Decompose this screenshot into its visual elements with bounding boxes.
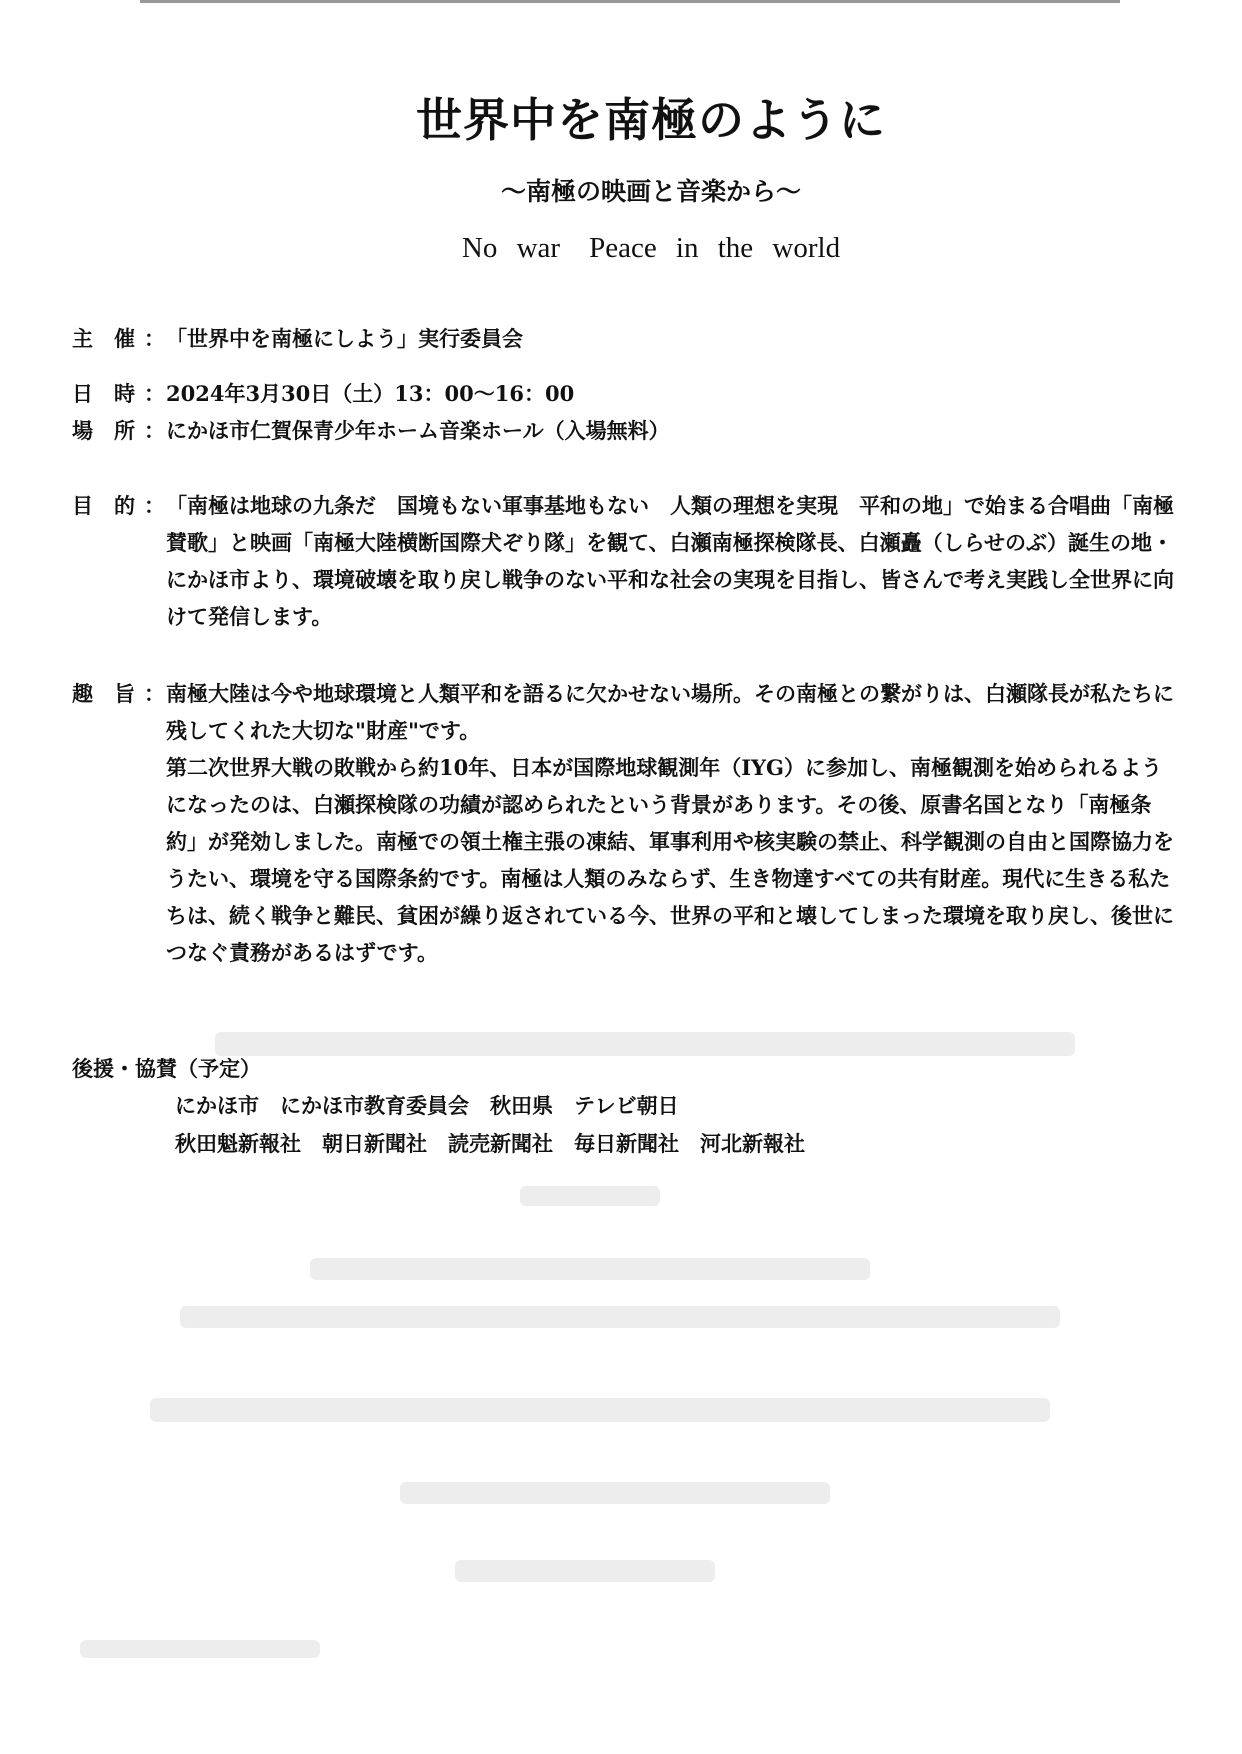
document-subtitle: ～南極の映画と音楽から～ [500,177,801,206]
support-line-2: 秋田魁新報社 朝日新聞社 読売新聞社 毎日新聞社 河北新報社 [175,1131,805,1156]
bleed-through-mark [215,1032,1075,1056]
organizer-label: 主 催 ： [72,326,165,351]
intent-text [166,675,1182,971]
organizer-value: 「世界中を南極にしよう」実行委員会 [166,326,523,351]
datetime-value: 2024年3月30日（土）13：00～16：00 [166,381,575,406]
bleed-through-mark [400,1482,830,1504]
bleed-through-mark [180,1306,1060,1328]
bleed-through-mark [150,1398,1050,1422]
bleed-through-mark [520,1186,660,1206]
intent-label: 趣 旨 ： [72,681,165,706]
document-title: 世界中を南極のように [416,93,886,147]
bleed-through-mark [310,1258,870,1280]
intent-row [72,675,1182,971]
venue-value: にかほ市仁賀保青少年ホーム音楽ホール（入場無料） [166,418,670,443]
purpose-text: 「南極は地球の九条だ 国境もない軍事基地もない 人類の理想を実現 平和の地」で始まる合唱曲「南極賛歌」と映画「南極大陸横断国際犬ぞり隊」を観て、白瀬南極探検隊長、白瀬矗（しらせのぶ）誕生の地・にかほ市より、環境破壊を取り戻し戦争のない平和な社会の実現を目指し、皆さんで考え実践し全世界に向けて発信します。 [166,493,1174,629]
purpose-row [72,487,1182,635]
bleed-through-mark [80,1640,320,1658]
intent-paragraph-1: 南極大陸は今や地球環境と人類平和を語るに欠かせない場所。その南極との繋がりは、白瀬隊長が私たちに残してくれた大切な"財産"です。 [166,681,1174,743]
top-edge-rule [140,0,1120,3]
venue-label: 場 所 ： [72,418,165,443]
venue-row [72,412,1182,449]
support-heading: 後援・協賛（予定） [72,1056,261,1081]
tagline: No war Peace in the world [461,232,841,264]
datetime-row [72,375,1182,412]
datetime-label: 日 時 ： [72,381,165,406]
purpose-label: 目 的 ： [72,493,165,518]
bleed-through-mark [455,1560,715,1582]
intent-paragraph-2: 第二次世界大戦の敗戦から約10年、日本が国際地球観測年（IYG）に参加し、南極観測を始められるようになったのは、白瀬探検隊の功績が認められたという背景があります。その後、原書名国となり「南極条約」が発効しました。南極での領土権主張の凍結、軍事利用や核実験の禁止、科学観測の自由と国際協力をうたい、環境を守る国際条約です。南極は人類のみならず、生き物達すべての共有財産。現代に生きる私たちは、続く戦争と難民、貧困が繰り返されている今、世界の平和と壊してしまった環境を取り戻し、後世につなぐ責務があるはずです。 [166,755,1174,965]
support-line-1: にかほ市 にかほ市教育委員会 秋田県 テレビ朝日 [175,1093,679,1118]
organizer-row [72,320,1182,357]
